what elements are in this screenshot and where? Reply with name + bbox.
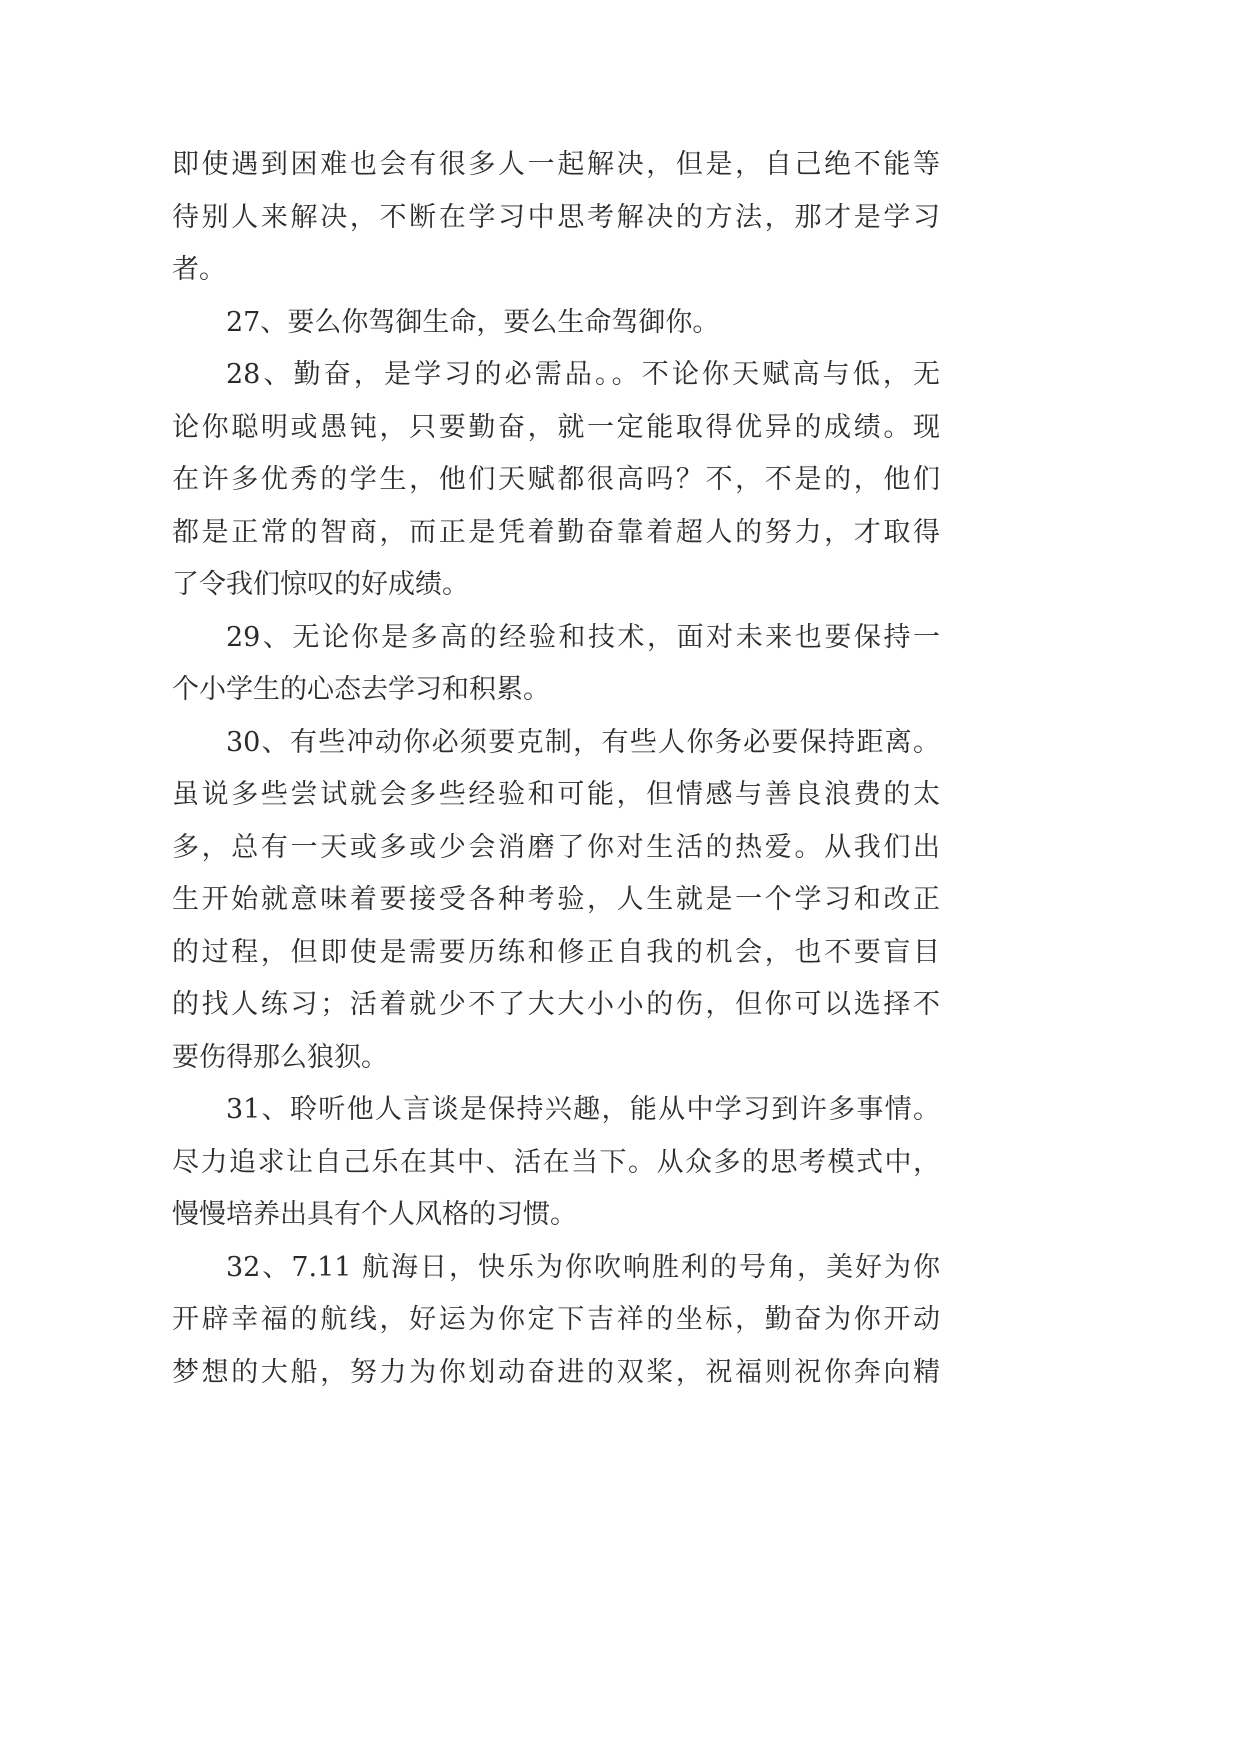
paragraph-32 [172, 1242, 940, 1400]
text-line: 都是正常的智商，而正是凭着勤奋靠着超人的努力，才取得 [172, 516, 940, 548]
document-body [172, 139, 940, 1399]
text-line: 了令我们惊叹的好成绩。 [172, 569, 469, 600]
paragraph-27 [172, 297, 940, 350]
paragraph [172, 139, 940, 297]
paragraph-31 [172, 1084, 940, 1242]
text-line: 虽说多些尝试就会多些经验和可能，但情感与善良浪费的太 [172, 779, 940, 810]
text-line: 待别人来解决，不断在学习中思考解决的方法，那才是学习 [172, 201, 940, 233]
text-line: 即使遇到困难也会有很多人一起解决，但是，自己绝不能等 [172, 149, 940, 180]
paragraph-28 [172, 349, 940, 612]
text-line: 的找人练习；活着就少不了大大小小的伤，但你可以选择不 [172, 989, 940, 1020]
text-line: 开辟幸福的航线，好运为你定下吉祥的坐标，勤奋为你开动 [172, 1304, 940, 1335]
text-line: 生开始就意味着要接受各种考验，人生就是一个学习和改正 [172, 884, 940, 915]
text-line: 28、勤奋，是学习的必需品。。不论你天赋高与低，无 [226, 359, 940, 390]
text-line: 要伤得那么狼狈。 [172, 1041, 388, 1073]
text-line: 32、7.11 航海日，快乐为你吹响胜利的号角，美好为你 [226, 1251, 940, 1283]
text-line: 31、聆听他人言谈是保持兴趣，能从中学习到许多事情。 [226, 1094, 940, 1125]
text-line: 个小学生的心态去学习和积累。 [172, 674, 550, 705]
text-line: 在许多优秀的学生，他们天赋都很高吗？不，不是的，他们 [172, 464, 940, 495]
paragraph-29 [172, 612, 940, 717]
text-line: 的过程，但即使是需要历练和修正自我的机会，也不要盲目 [172, 936, 940, 968]
text-line: 30、有些冲动你必须要克制，有些人你务必要保持距离。 [226, 726, 940, 758]
text-line: 27、要么你驾御生命，要么生命驾御你。 [226, 306, 720, 338]
text-line: 慢慢培养出具有个人风格的习惯。 [172, 1199, 577, 1230]
text-line: 尽力追求让自己乐在其中、活在当下。从众多的思考模式中， [172, 1146, 940, 1178]
text-line: 梦想的大船，努力为你划动奋进的双桨，祝福则祝你奔向精 [172, 1356, 940, 1388]
text-line: 29、无论你是多高的经验和技术，面对未来也要保持一 [226, 621, 940, 653]
text-line: 多，总有一天或多或少会消磨了你对生活的热爱。从我们出 [172, 831, 940, 863]
text-line: 者。 [172, 254, 226, 285]
paragraph-30 [172, 717, 940, 1085]
text-line: 论你聪明或愚钝，只要勤奋，就一定能取得优异的成绩。现 [172, 411, 940, 443]
